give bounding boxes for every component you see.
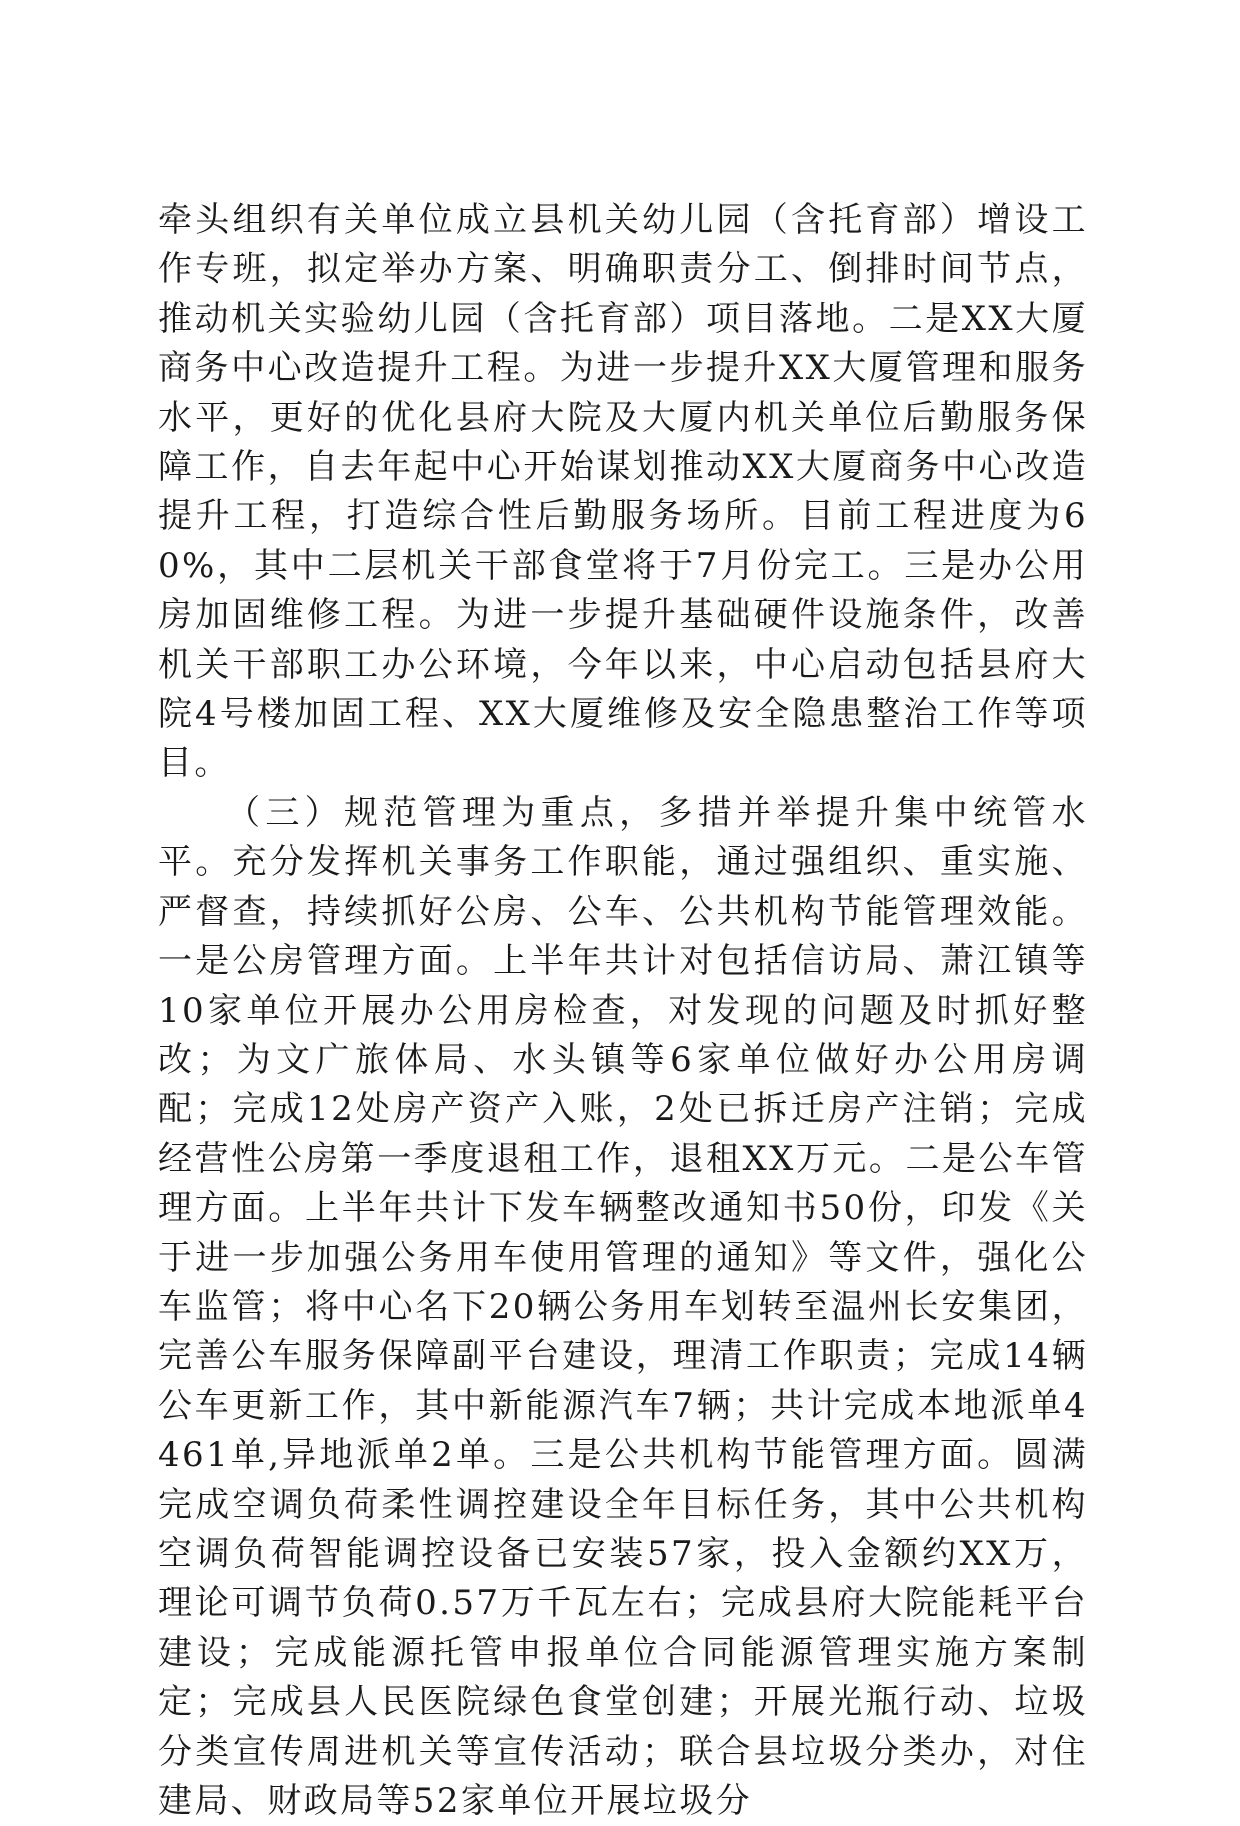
paragraph-text: 充分发挥机关事务工作职能，通过强组织、重实施、严督查，持续抓好公房、公车、公共机构节能管理效能。一是公房管理方面。上半年共计对包括信访局、萧江镇等10家单位开展办公用房检查，对发现的问题及时抓好整改；为文广旅体局、水头镇等6家单位做好办公用房调配；完成12处房产资产入账，2处已拆迁房产注销；完成经营性公房第一季度退租工作，退租XX万元。二是公车管理方面。上半年共计下发车辆整改通知书50份，印发《关于进一步加强公务用车使用管理的通知》等文件，强化公车监管；将中心名下20辆公务用车划转至温州长安集团，完善公车服务保障副平台建设，理清工作职责；完成14辆公车更新工作，其中新能源汽车7辆；共计完成本地派单4461单,异地派单2单。三是公共机构节能管理方面。圆满完成空调负荷柔性调控建设全年目标任务，其中公共机构空调负荷智能调控设备已安装57家，投入金额约XX万，理论可调节负荷0.57万千瓦左右；完成县府大院能耗平台建设；完成能源托管申报单位合同能源管理实施方案制定；完成县人民医院绿色食堂创建；开展光瓶行动、垃圾分类宣传周进机关等宣传活动；联合县垃圾分类办，对住建局、财政局等52家单位开展垃圾分 (158, 842, 1088, 1821)
section-heading: （三）规范管理为重点，多措并举提升集中统管水平。 (158, 792, 1088, 883)
paragraph-continuation (158, 196, 1088, 789)
paragraph-section-three (158, 789, 1088, 1826)
paragraph-text: 牵头组织有关单位成立县机关幼儿园（含托育部）增设工作专班，拟定举办方案、明确职责分工、倒排时间节点，推动机关实验幼儿园（含托育部）项目落地。二是XX大厦商务中心改造提升工程。为进一步提升XX大厦管理和服务水平，更好的优化县府大院及大厦内机关单位后勤服务保障工作，自去年起中心开始谋划推动XX大厦商务中心改造提升工程，打造综合性后勤服务场所。目前工程进度为60%，其中二层机关干部食堂将于7月份完工。三是办公用房加固维修工程。为进一步提升基础硬件设施条件，改善机关干部职工办公环境，今年以来，中心启动包括县府大院4号楼加固工程、XX大厦维修及安全隐患整治工作等项目。 (158, 200, 1088, 784)
document-body (158, 196, 1088, 1826)
